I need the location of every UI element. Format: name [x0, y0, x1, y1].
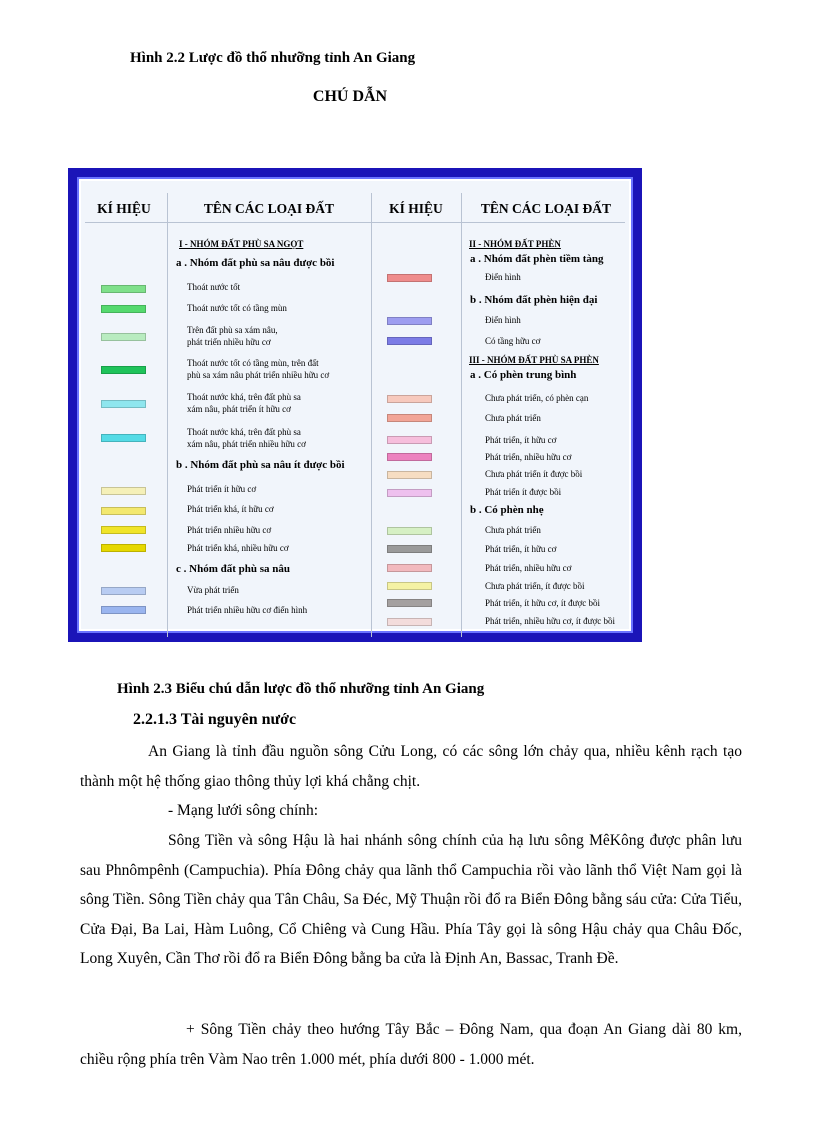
- legend-label: Chưa phát triển ít được bồi: [485, 469, 583, 479]
- legend-label: Chưa phát triển, có phèn cạn: [485, 393, 589, 403]
- legend-swatch: [101, 305, 146, 313]
- legend-swatch: [387, 564, 432, 572]
- legend-swatch: [387, 395, 432, 403]
- legend-swatch: [387, 545, 432, 553]
- figure-caption: Hình 2.3 Biểu chú dẫn lược đồ thổ nhưỡng tỉnh An Giang: [117, 681, 485, 697]
- legend-label: Thoát nước tốt có tầng mùn: [187, 303, 287, 313]
- col-header-symbol-left: KÍ HIỆU: [97, 201, 151, 216]
- paragraph: An Giang là tỉnh đầu nguồn sông Cửu Long, có các sông lớn chảy qua, nhiều kênh rạch tạo thành một hệ thống giao thông thủy lợi khá chằng chịt.: [80, 743, 742, 790]
- legend-label: phù sa xám nâu phát triển nhiều hữu cơ: [187, 370, 330, 380]
- legend-label: Phát triển, ít hữu cơ: [485, 544, 557, 554]
- legend-swatch: [101, 285, 146, 293]
- legend-label: Phát triển, ít hữu cơ, ít được bồi: [485, 598, 601, 608]
- legend-swatch: [101, 434, 146, 442]
- paragraph: - Mạng lưới sông chính:: [168, 802, 319, 819]
- legend-label: Phát triển ít hữu cơ: [187, 484, 257, 494]
- legend-label: Chưa phát triển: [485, 525, 541, 535]
- legend-swatch: [387, 599, 432, 607]
- legend-swatch: [101, 526, 146, 534]
- legend-swatch: [387, 414, 432, 422]
- legend-label: Thoát nước khá, trên đất phù sa: [187, 427, 301, 437]
- legend-swatch: [387, 618, 432, 626]
- figure-title: Hình 2.2 Lược đồ thổ nhưỡng tỉnh An Giang: [130, 50, 416, 66]
- paragraph: Sông Tiền và sông Hậu là hai nhánh sông chính của hạ lưu sông MêKông được phân lưu sau Phnômpênh (Campuchia). Phía Đông chảy qua lãnh thổ Campuchia rồi vào lãnh thổ Việt Nam gọi là sông Tiền. Sông Tiền chảy qua Tân Châu, Sa Đéc, Mỹ Thuận rồi đổ ra Biển Đông bằng sáu cửa: Cửa Tiểu, Cửa Đại, Ba Lai, Hàm Luông, Cổ Chiêng và Cung Hầu. Phía Tây gọi là sông Hậu chảy qua Châu Đốc, Long Xuyên, Cần Thơ rồi đổ ra Biển Đông bằng ba cửa là Định An, Bassac, Tranh Đề.: [80, 832, 742, 967]
- group-heading: III - NHÓM ĐẤT PHÙ SA PHÈN: [469, 355, 599, 365]
- legend-swatch: [101, 333, 146, 341]
- legend-swatch: [387, 274, 432, 282]
- legend-swatch: [387, 453, 432, 461]
- legend-swatch: [387, 436, 432, 444]
- legend-label: Thoát nước tốt: [187, 282, 241, 292]
- subgroup-heading: c . Nhóm đất phù sa nâu: [176, 563, 291, 575]
- legend-swatch: [101, 366, 146, 374]
- group-heading: II - NHÓM ĐẤT PHÈN: [469, 239, 561, 249]
- col-header-soil-left: TÊN CÁC LOẠI ĐẤT: [203, 201, 335, 216]
- legend-label: Phát triển, nhiều hữu cơ: [485, 563, 572, 573]
- legend-swatch: [101, 606, 146, 614]
- legend-swatch: [101, 487, 146, 495]
- legend-label: Phát triển khá, nhiều hữu cơ: [187, 543, 289, 553]
- legend-swatch: [387, 527, 432, 535]
- subgroup-heading: b . Có phèn nhẹ: [470, 504, 544, 516]
- legend-label: Phát triển ít được bồi: [485, 487, 562, 497]
- subgroup-heading: a . Nhóm đất phèn tiềm tàng: [470, 253, 604, 265]
- legend-swatch: [387, 317, 432, 325]
- legend-swatch: [101, 587, 146, 595]
- group-heading: I - NHÓM ĐẤT PHÙ SA NGỌT: [179, 239, 304, 249]
- legend-swatch: [101, 544, 146, 552]
- legend-swatch: [101, 507, 146, 515]
- legend-body: [81, 181, 629, 629]
- legend-label: Trên đất phù sa xám nâu,: [187, 325, 278, 335]
- paragraph: + Sông Tiền chảy theo hướng Tây Bắc – Đông Nam, qua đoạn An Giang dài 80 km, chiều rộng phía trên Vàm Nao trên 1.000 mét, phía dưới 800 - 1.000 mét.: [80, 1021, 742, 1068]
- legend-label: Phát triển khá, ít hữu cơ: [187, 504, 274, 514]
- legend-swatch: [387, 471, 432, 479]
- legend-label: Phát triển nhiều hữu cơ điển hình: [187, 605, 308, 615]
- legend-swatch: [387, 337, 432, 345]
- section-heading: 2.2.1.3 Tài nguyên nước: [133, 711, 297, 728]
- legend-label: Thoát nước tốt có tầng mùn, trên đất: [187, 358, 319, 368]
- legend-label: Vừa phát triển: [187, 585, 239, 595]
- legend-label: Phát triển, nhiều hữu cơ: [485, 452, 572, 462]
- legend-label: Có tầng hữu cơ: [485, 336, 541, 346]
- legend-label: xám nâu, phát triển ít hữu cơ: [187, 404, 291, 414]
- legend-label: Phát triển nhiều hữu cơ: [187, 525, 272, 535]
- legend-swatch: [387, 582, 432, 590]
- subgroup-heading: b . Nhóm đất phèn hiện đại: [470, 294, 598, 306]
- legend-label: xám nâu, phát triển nhiều hữu cơ: [187, 439, 306, 449]
- legend-label: Chưa phát triển, ít được bồi: [485, 581, 585, 591]
- legend-label: Chưa phát triển: [485, 413, 541, 423]
- col-header-soil-right: TÊN CÁC LOẠI ĐẤT: [480, 201, 612, 216]
- legend-label: phát triển nhiều hữu cơ: [187, 337, 271, 347]
- subgroup-heading: b . Nhóm đất phù sa nâu ít được bồi: [176, 459, 345, 471]
- legend-swatch: [101, 400, 146, 408]
- subgroup-heading: a . Có phèn trung bình: [470, 369, 577, 381]
- legend-label: Phát triển, nhiều hữu cơ, ít được bồi: [485, 616, 616, 626]
- soil-legend-table: [68, 168, 642, 642]
- legend-swatch: [387, 489, 432, 497]
- col-header-symbol-right: KÍ HIỆU: [389, 201, 443, 216]
- legend-label: Điển hình: [485, 315, 521, 325]
- legend-heading: CHÚ DẪN: [312, 88, 388, 105]
- legend-label: Điển hình: [485, 272, 521, 282]
- legend-label: Thoát nước khá, trên đất phù sa: [187, 392, 301, 402]
- subgroup-heading: a . Nhóm đất phù sa nâu được bồi: [176, 257, 335, 269]
- legend-label: Phát triển, ít hữu cơ: [485, 435, 557, 445]
